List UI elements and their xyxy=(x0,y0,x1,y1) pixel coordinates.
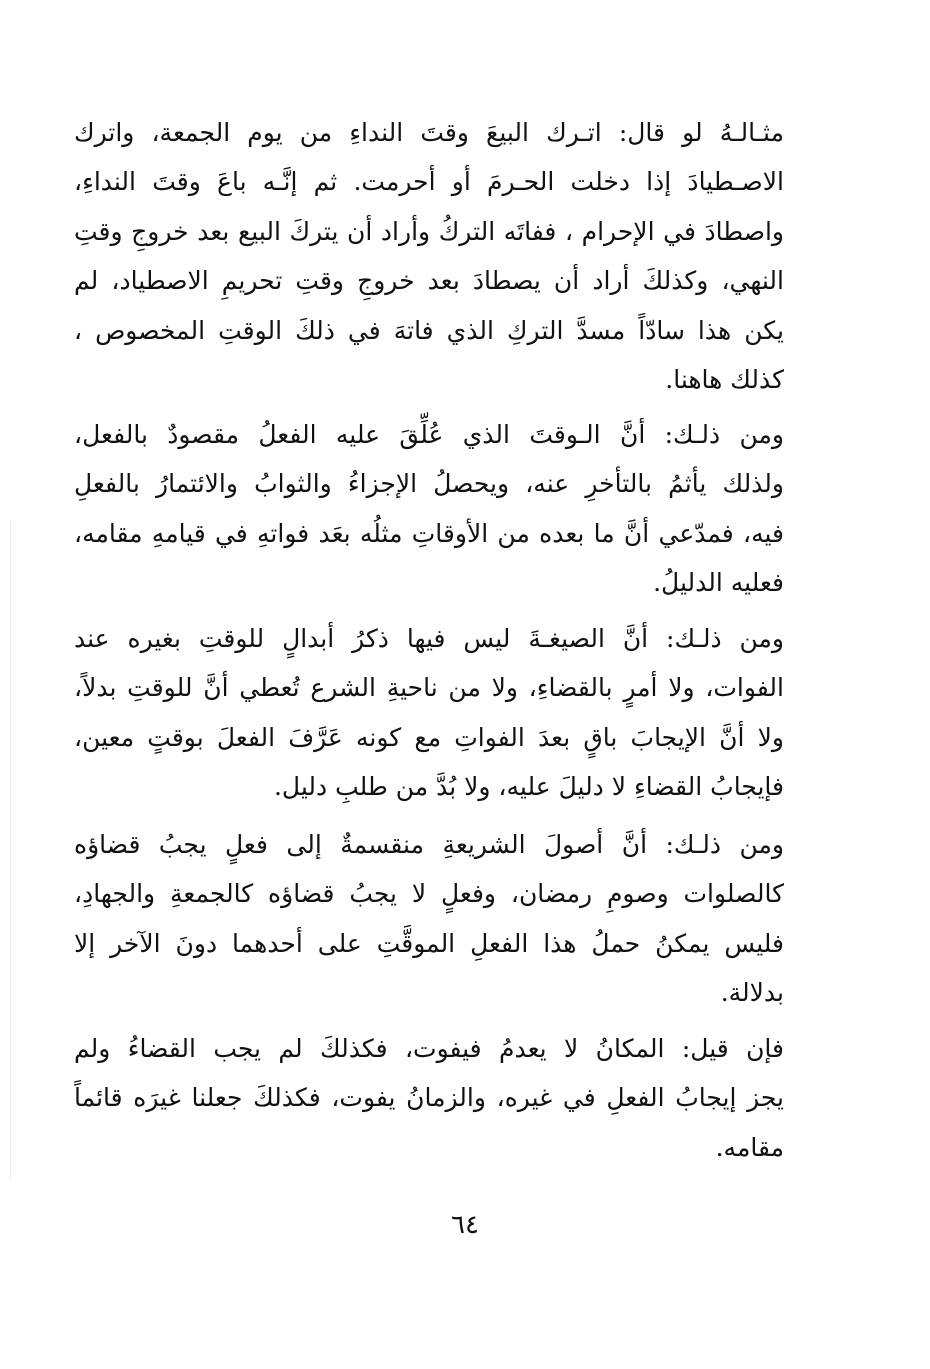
text-line: فإيجابُ القضاءِ لا دليلَ عليه، ولا بُدَّ من طلبِ دليل. xyxy=(273,772,784,802)
paragraph-wording xyxy=(74,614,784,812)
text-line: كالصلوات وصومِ رمضان، وفعلٍ لا يجبُ قضاؤه كالجمعةِ والجهادِ، xyxy=(74,879,784,909)
text-line: ومن ذلـك: أنَّ أصولَ الشريعةِ منقسمةٌ إلى فعلٍ يجبُ قضاؤه xyxy=(74,830,784,859)
text-line: واصطادَ في الإحرام ، ففاتَه التركُ وأراد أن يتركَ البيع بعد خروجِ وقتِ xyxy=(74,216,784,246)
paragraph-objection xyxy=(74,1024,784,1172)
text-line: الاصـطيادَ إذا دخلت الحـرمَ أو أحرمت. ثم إنَّـه باعَ وقتَ النداءِ، xyxy=(74,167,784,197)
text-line: الفوات، ولا أمرٍ بالقضاءِ، ولا من ناحيةِ الشرع تُعطي أنَّ للوقتِ بدلاً، xyxy=(74,673,784,703)
text-line: مثـالـهُ لو قال: اتـرك البيعَ وقتَ النداءِ من يوم الجمعة، واترك xyxy=(74,118,784,147)
text-line: ولذلك يأثمُ بالتأخرِ عنه، ويحصلُ الإجزاءُ والثوابُ والائتمارُ بالفعلِ xyxy=(74,469,784,499)
text-line: فيه، فمدّعي أنَّ ما بعده من الأوقاتِ مثلُه بعَد فواتهِ في قيامهِ مقامه، xyxy=(74,518,784,548)
paragraph-principles xyxy=(74,820,784,1018)
text-line: ومن ذلـك: أنَّ الـوقتَ الذي عُلِّقَ عليه الفعلُ مقصودٌ بالفعل، xyxy=(74,420,784,449)
text-line: ولا أنَّ الإيجابَ باقٍ بعدَ الفواتِ مع كونه عَرَّفَ الفعلَ بوقتٍ معين، xyxy=(74,722,784,752)
text-line: فليس يمكنُ حملُ هذا الفعلِ الموقَّتِ على أحدهما دونَ الآخر إلا xyxy=(74,928,784,958)
page-number: ٦٤ xyxy=(451,1210,479,1240)
text-line: فإن قيل: المكانُ لا يعدمُ فيفوت، فكذلكَ لم يجب القضاءُ ولم xyxy=(74,1034,784,1063)
text-line: النهي، وكذلكَ أراد أن يصطادَ بعد خروجِ وقتِ تحريمِ الاصطياد، لم xyxy=(74,266,784,296)
text-line: يجز إيجابُ الفعلِ في غيره، والزمانُ يفوت، فكذلكَ جعلنا غيرَه قائماً xyxy=(74,1083,784,1113)
text-line: ومن ذلـك: أنَّ الصيغـةَ ليس فيها ذكرُ أبدالٍ للوقتِ بغيره عند xyxy=(74,624,784,653)
text-line: كذلك هاهنا. xyxy=(665,364,784,394)
scan-edge-shadow xyxy=(10,520,11,1180)
text-line: بدلالة. xyxy=(720,978,784,1008)
text-line: مقامه. xyxy=(715,1132,784,1162)
paragraph-time-intended xyxy=(74,410,784,608)
text-line: فعليه الدليلُ. xyxy=(653,568,784,598)
paragraph-example xyxy=(74,108,784,404)
text-line: يكن هذا سادّاً مسدَّ التركِ الذي فاتهَ في ذلكَ الوقتِ المخصوص ، xyxy=(74,315,784,345)
